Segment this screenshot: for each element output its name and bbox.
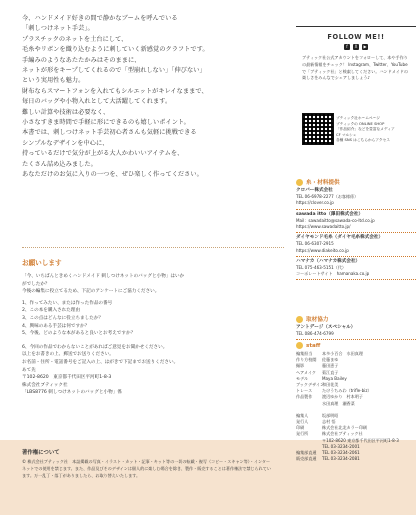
- staff-name: TEL 03-3234-2001: [322, 443, 360, 449]
- company-detail: TEL 075-463-5151（代）: [296, 265, 346, 271]
- divider: [296, 232, 416, 233]
- copyright-text: © 株式会社ブティック社 本誌掲載の写真・イラスト・カット・記事・キット等の一切の転載・複写（コピー・スキャン等）・インターネットでの使用を禁じます。また、作品及びそのデザインは個人的に楽しむ場合を除き、製作・販売することは著作権法で禁じられています。万一乱丁・落丁がありましたら、お取り替えいたします。: [22, 459, 271, 478]
- divider: [296, 209, 416, 210]
- staff-section: [296, 342, 416, 462]
- staff-name: たけうちみわ（trifle-biz）: [322, 388, 372, 394]
- staff-role: 編集人: [296, 412, 309, 418]
- staff-name: 菊江直子: [322, 369, 339, 375]
- follow-title: FOLLOW ME!!: [327, 33, 385, 41]
- qr-line: 「作品紹介」などを豊富なメディア: [336, 127, 395, 132]
- request-line: 「今、いちばんときめくハンドメイド 刺しつけネットのバッグと小物」はいか: [22, 274, 185, 279]
- intro-text: [22, 14, 284, 181]
- staff-name: 志村 悟: [322, 419, 336, 425]
- divider: [296, 256, 416, 257]
- intro-line: 持っているだけで気分が上がる大人かわいいアイテムを、: [22, 150, 184, 158]
- staff-role: ヘアメイク: [296, 369, 316, 375]
- company-name: クロバー株式会社: [296, 188, 333, 193]
- request-list-item: 3、この点はどんなに役立ちましたか？: [22, 315, 104, 321]
- intro-line: 毛糸やリボンを織り込むように刺していく新感覚のクラフトです。: [22, 46, 209, 54]
- qr-code-icon: [302, 113, 334, 145]
- qr-line: ブティックの ONLINE SHOP: [336, 121, 385, 126]
- request-line: がでしたか？: [22, 281, 50, 287]
- materials-section: [296, 178, 416, 282]
- staff-name: 〒102-8620 東京都千代田区平河町1-8-3: [322, 437, 399, 443]
- staff-role: 販売部直通: [296, 456, 317, 462]
- intro-line: 本書では、刺しつけネット手芸初心者さんも気軽に挑戦できる: [22, 129, 197, 137]
- intro-line: 小さなすきま時間で手軽に形にできるのも嬉しいポイント。: [22, 119, 190, 127]
- bullet-icon: [296, 342, 303, 349]
- divider: [296, 279, 416, 280]
- company-detail: https://www.sawadaitto.jp/: [296, 224, 351, 230]
- staff-name: 本多小百合 水田真理: [322, 351, 363, 356]
- divider: [296, 339, 416, 340]
- staff-name: 株式会社北北カラー印刷: [322, 425, 368, 431]
- staff-role: 発行人: [296, 419, 309, 425]
- company-detail: https://www.diakeito.co.jp: [296, 247, 349, 253]
- company-name: sawada itto（澤田株式会社）: [296, 211, 364, 217]
- qr-line: 各種 SNS はこちらからアクセス: [336, 138, 390, 143]
- request-line: 〒102-8620 東京都千代田区平河町1-8-3: [22, 375, 112, 381]
- staff-role: ブックデザイン: [296, 382, 325, 388]
- materials-heading: 糸・材料提供: [296, 178, 416, 186]
- staff-role: モデル: [296, 375, 309, 381]
- intro-line: ネットが形をキープしてくれるので「型崩れしない」「伸びない」: [22, 67, 206, 75]
- intro-line: 難しい計算や技術は必要なく、: [22, 108, 110, 116]
- request-list-item: 1、作ってみたい、または作った作品の番号: [22, 300, 113, 306]
- copyright-heading: 著作権について: [22, 450, 60, 456]
- request-list-item: 4、興味のある手芸は何ですか？: [22, 323, 90, 329]
- intro-line: 「刺しつけネット手芸」。: [22, 25, 94, 33]
- intro-line: たくさん詰め込みました。: [22, 160, 97, 168]
- request-line: あて先: [22, 367, 36, 373]
- staff-role: 撮影: [296, 363, 305, 369]
- bullet-icon: [296, 316, 303, 323]
- request-line: 株式会社ブティック社: [22, 382, 68, 388]
- staff-name: 水田真理 瀬香菜: [322, 400, 355, 406]
- request-line: お名前・住所・電話番号をご記入の上、はがきで下記までお送りください。: [22, 359, 179, 365]
- staff-name: Maya Bailey: [322, 375, 347, 381]
- left-column: [22, 14, 284, 181]
- request-line: 今後の編集に役立てるため、下記のアンケートにご協力ください。: [22, 289, 160, 295]
- intro-line: 今、ハンドメイド好きの間で静かなブームを呼んでいる: [22, 15, 178, 22]
- staff-name: 坂部明昭: [322, 412, 339, 418]
- staff-role: 作り方校閲: [296, 357, 317, 363]
- staff-role: 編集担当: [296, 351, 313, 356]
- staff-row: [296, 456, 416, 462]
- request-line: 6、今回の作品でわからないことがあればご意見をお聞かせください。: [22, 344, 168, 350]
- props-section: [296, 315, 416, 342]
- request-list-item: 5、今後、どのような本があると良いとお考えですか？: [22, 331, 136, 337]
- company-name: ハマナカ（ハマナカ株式会社）: [296, 258, 361, 264]
- youtube-icon[interactable]: ▶: [363, 44, 367, 49]
- intro-line: あなただけのお気に入りの一つを、ぜひ楽しく作ってください。: [22, 171, 203, 179]
- staff-name: 株式会社ブティック社: [322, 431, 363, 437]
- staff-role: 作品製作: [296, 394, 313, 400]
- qr-description: [336, 116, 414, 144]
- request-section: [22, 257, 284, 397]
- qr-line: ブティック社ホームページ: [336, 116, 380, 120]
- staff-role: トレース: [296, 388, 313, 394]
- company-detail: TEL 06-6978-2277（お客様係）: [296, 194, 359, 200]
- intro-line: という実用性も魅力。: [22, 77, 85, 85]
- request-list-item: 2、この本を購入された理由: [22, 308, 81, 314]
- request-line: 以上をお書きの上、郵送でお送りください。: [22, 352, 114, 358]
- sns-icons: [296, 44, 416, 50]
- intro-line: プラスチックのネットを土台にして、: [22, 35, 128, 43]
- request-heading: お願いします: [22, 259, 62, 267]
- company-detail: コーポレートサイト hamanaka.co.jp: [296, 271, 370, 277]
- staff-role: [296, 401, 322, 407]
- company-name: アントデージ（スペシャル）: [296, 325, 356, 330]
- company-detail: TEL 086-474-6799: [296, 331, 334, 337]
- intro-line: 手編みのようなあたたかみはそのままに、: [22, 56, 141, 64]
- x-icon[interactable]: X: [354, 44, 358, 49]
- qr-line: CF マルシェ: [336, 132, 357, 137]
- staff-name: 佐藤まゆ: [322, 357, 339, 363]
- staff-role: 印刷: [296, 425, 305, 431]
- bullet-icon: [296, 179, 303, 186]
- staff-name: TEL 03-3234-2061: [322, 450, 360, 456]
- facebook-icon[interactable]: f: [344, 44, 350, 50]
- staff-name: 和田花美: [322, 382, 339, 388]
- staff-name: 渡辺ゆかり 村本明子: [322, 394, 363, 400]
- staff-heading: staff: [296, 342, 416, 349]
- follow-text: ブティック社公式アカウントをフォローして、本や手作りの最新情報をチェック！ Instagram、Twitter、YouTube で「ブティック社」と検索してください。ハンドメイドの楽しさをみんなでシェアしましょう♪: [302, 55, 408, 81]
- right-column: [296, 0, 416, 515]
- staff-role: 発行所: [296, 431, 309, 437]
- company-detail: https://clover.co.jp: [296, 200, 334, 206]
- company-name: ダイヤモンド毛糸（ダイヤ毛糸株式会社）: [296, 235, 384, 241]
- intro-line: シンプルなデザインを中心に、: [22, 139, 109, 147]
- staff-name: TEL 03-3234-2081: [322, 456, 360, 462]
- intro-line: 財布ならスマートフォンを入れてもシルエットがキレイなままで、: [22, 87, 208, 95]
- divider: [22, 247, 284, 248]
- staff-role: 編集部直通: [296, 450, 317, 456]
- request-line: 「LBS8776 刺しつけネットのバッグと小物」係: [22, 390, 122, 396]
- props-heading: 取材協力: [296, 315, 416, 323]
- company-detail: Mail：sawadaitto@sawada-co-ltd.co.jp: [296, 217, 375, 223]
- staff-name: 藤田恵子: [322, 363, 339, 369]
- intro-line: 毎日のバッグや小物入れとして大活躍してくれます。: [22, 98, 172, 106]
- follow-box: [296, 26, 416, 145]
- company-detail: TEL 06-6307-2915: [296, 241, 334, 247]
